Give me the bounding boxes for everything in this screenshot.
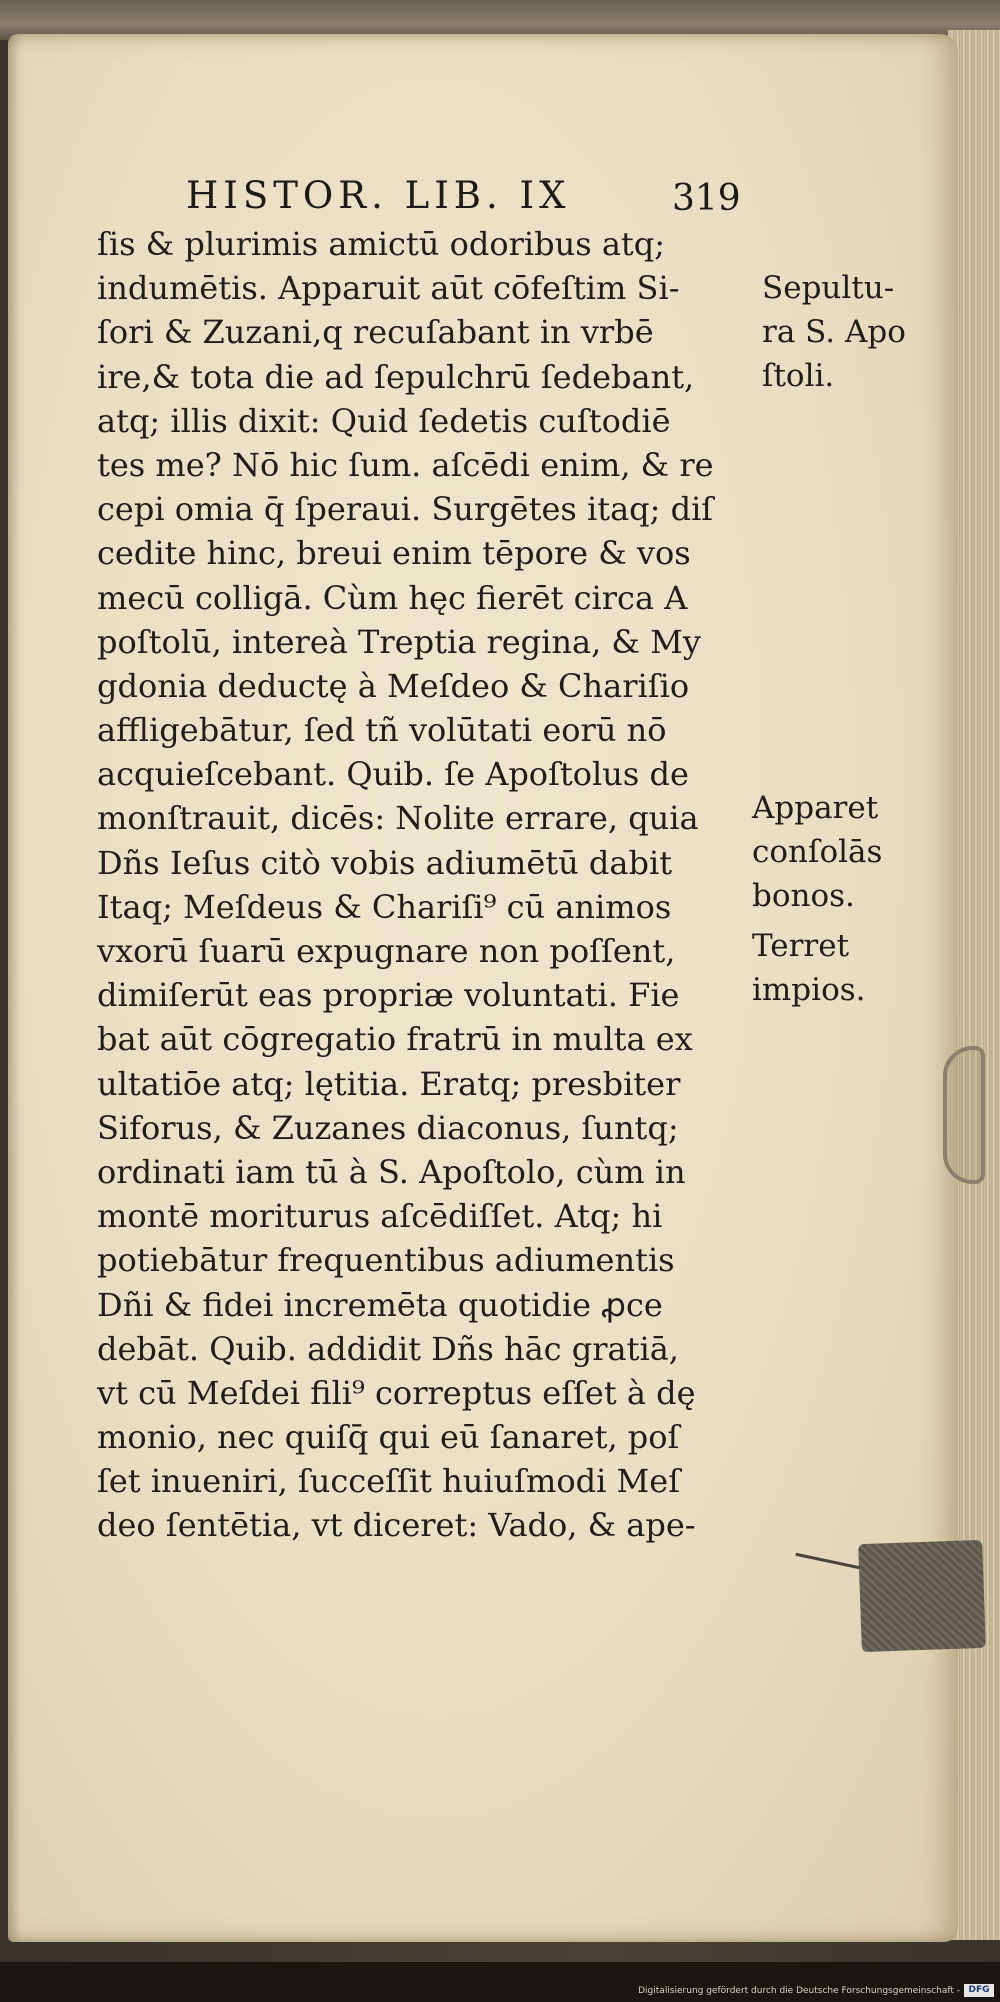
dfg-logo: DFG [964,1984,994,1997]
text-line: ultatiōe atq; lętitia. Eratq; presbiter [97,1064,681,1103]
text-line: vxorū ſuarū expugnare non poſſent, [97,932,676,970]
text-line: ſet inueniri, ſucceſſit huiuſmodi Meſ [97,1462,681,1501]
text-line: monſtrauit, dicēs: Nolite errare, quia [97,799,699,838]
text-line: acquieſcebant. Quib. ſe Apoſtolus de [97,755,689,794]
text-line: Itaq; Meſdeus & Chariſi⁹ cū animos [97,887,672,926]
margin-note-line: ra S. Apo [762,314,906,351]
text-line: indumētis. Apparuit aūt cōfeſtim Si- [97,269,680,308]
margin-note-line: Apparet [752,790,879,826]
text-line: debāt. Quib. addidit Dñs hāc gratiā, [97,1329,679,1368]
text-line: cepi omia q̄ ſperaui. Surgētes itaq; diſ [97,490,714,529]
margin-note-terret [752,924,942,1012]
margin-note-line: ſtoli. [762,358,835,395]
text-line: potiebātur frequentibus adiumentis [97,1241,675,1280]
margin-note-line: impios. [752,972,866,1009]
text-line: bat aūt cōgregatio fratrū in multa ex [97,1020,693,1059]
text-line: deo ſentētia, vt diceret: Vado, & ape- [97,1506,696,1545]
text-line: vt cū Meſdei fili⁹ correptus eſſet à dę [97,1373,696,1412]
text-line: ſori & Zuzani,q recuſabant in vrbē [97,313,654,352]
text-line: affligebātur, ſed tñ volūtati eorū nō [97,711,667,750]
text-line: montē moriturus aſcēdiſſet. Atq; hi [97,1197,663,1236]
margin-note-line: Terret [752,928,850,964]
page-clip [943,1046,985,1184]
page-number: 319 [672,178,741,219]
running-title: HISTOR. LIB. IX [186,174,571,217]
text-line: tes me? Nō hic ſum. aſcēdi enim, & re [97,445,714,484]
margin-note-apparet [752,786,942,919]
text-line: Siforus, & Zuzanes diaconus, ſuntq; [97,1108,679,1147]
margin-note-line: Sepultu- [762,270,895,306]
scan-footer-bar [0,1962,1000,2002]
text-line: monio, nec quiſq̄ qui eū ſanaret, poſ [97,1418,680,1457]
text-line: Dñi & fidei incremēta quotidie ꝓce [97,1285,663,1324]
digitization-credit: Digitalisierung gefördert durch die Deutsche Forschungsgemeinschaft - [638,1986,960,1996]
text-line: gdonia deductę à Meſdeo & Chariſio [97,666,690,705]
text-line: dimiſerūt eas propriæ voluntati. Fie [97,976,680,1015]
main-text-block [97,222,777,1548]
text-line: Dñs Ieſus citò vobis adiumētū dabit [97,843,673,882]
cloth-bookmark [858,1540,986,1652]
text-line: mecū colligā. Cùm hęc fierēt circa A [97,578,688,617]
text-line: cedite hinc, breui enim tēpore & vos [97,534,691,573]
text-line: ſis & plurimis amictū odoribus atq; [97,225,666,263]
text-line: poſtolū, intereà Treptia regina, & My [97,622,701,661]
text-line: atq; illis dixit: Quid ſedetis cuſtodiē [97,401,671,440]
text-line: ire,& tota die ad ſepulchrū ſedebant, [97,357,695,396]
margin-note-line: bonos. [752,878,855,915]
margin-note-sepultura [762,266,952,399]
text-line: ordinati iam tū à S. Apoſtolo, cùm in [97,1152,686,1191]
margin-note-line: conſolās [752,834,883,871]
